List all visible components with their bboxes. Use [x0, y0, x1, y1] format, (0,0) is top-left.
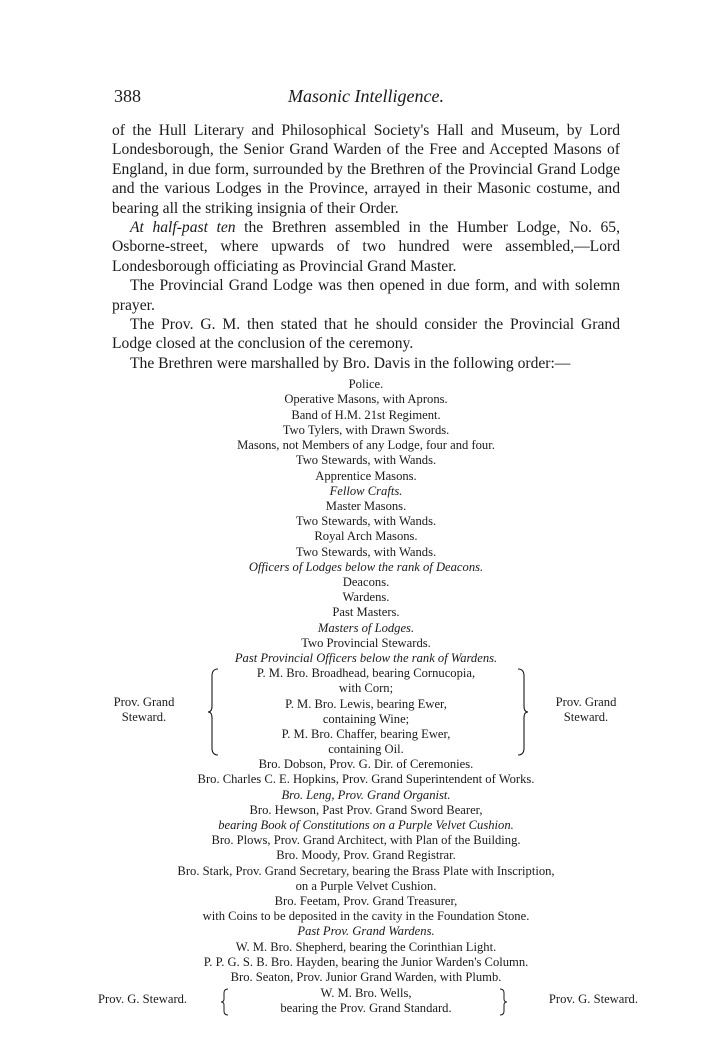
procession-line: Royal Arch Masons. — [314, 529, 418, 544]
procession-line: Operative Masons, with Aprons. — [284, 392, 448, 407]
procession-line: Two Provincial Stewards. — [301, 635, 431, 650]
procession-line: Masons, not Members of any Lodge, four and four. — [237, 438, 495, 453]
procession-line: Bro. Dobson, Prov. G. Dir. of Ceremonies. — [258, 757, 474, 772]
procession-line: Bro. Stark, Prov. Grand Secretary, bearing the Brass Plate with Inscription, — [177, 863, 555, 878]
procession-line: with Coins to be deposited in the cavity in the Foundation Stone. — [202, 909, 530, 924]
book-page — [98, 86, 638, 1018]
standard-bracket-group — [98, 986, 638, 1018]
procession-line: P. P. G. S. B. Bro. Hayden, bearing the Junior Warden's Column. — [203, 954, 529, 969]
procession-line: Past Provincial Officers below the rank of Wardens. — [234, 650, 498, 665]
procession-line: W. M. Bro. Shepherd, bearing the Corinthian Light. — [235, 939, 497, 954]
bracket-center-lines — [216, 666, 516, 757]
procession-line: P. M. Bro. Chaffer, bearing Ewer, — [281, 726, 451, 741]
procession-line: Master Masons. — [325, 498, 407, 513]
paragraph: of the Hull Literary and Philosophical Society's Hall and Museum, by Lord Londesborough, the Senior Grand Warden of the Free and Accepted Masons of England, in due form, surrounded by the Brethren of the Provincial Grand Lodge and the various Lodges in the Province, arrayed in their Masonic costume, and bearing all the striking insignia of their Order. — [112, 122, 620, 217]
procession-line: Bro. Moody, Prov. Grand Registrar. — [276, 848, 456, 863]
right-brace-icon — [516, 668, 528, 756]
procession-line: Two Stewards, with Wands. — [295, 514, 437, 529]
bracket-side-label: Prov. Grand Steward. — [113, 695, 175, 725]
paragraph-text: the Brethren assembled in the Humber Lodge, No. 65, Osborne-street, where upwards of two hundred were assembled,—Lord Londesborough officiating as Provincial Grand Master. — [112, 219, 620, 275]
procession-line: Two Tylers, with Drawn Swords. — [282, 422, 450, 437]
running-title: Masonic Intelligence. — [288, 86, 444, 106]
italic-phrase: At half-past ten — [130, 219, 236, 237]
bracket-side-label: Prov. G. Steward. — [548, 992, 638, 1007]
procession-line: Police. — [348, 377, 384, 392]
procession-line: Bro. Plows, Prov. Grand Architect, with Plan of the Building. — [211, 833, 521, 848]
paragraph: The Brethren were marshalled by Bro. Davis in the following order:— — [130, 354, 571, 372]
procession-line: Masters of Lodges. — [317, 620, 415, 635]
procession-line: P. M. Bro. Broadhead, bearing Cornucopia, — [256, 666, 476, 681]
procession-line: Deacons. — [342, 574, 390, 589]
bracket-center-lines — [232, 986, 500, 1016]
procession-line: Band of H.M. 21st Regiment. — [291, 407, 441, 422]
procession-line: containing Oil. — [328, 742, 404, 757]
procession-line: Bro. Feetam, Prov. Grand Treasurer, — [274, 893, 458, 908]
right-brace-icon — [498, 988, 508, 1016]
bracket-side-label: Prov. G. Steward. — [98, 992, 188, 1007]
paragraph — [112, 218, 620, 276]
procession-line: Fellow Crafts. — [329, 483, 403, 498]
procession-line: Past Prov. Grand Wardens. — [297, 924, 435, 939]
procession-line: containing Wine; — [322, 711, 410, 726]
procession-line: Bro. Leng, Prov. Grand Organist. — [281, 787, 451, 802]
procession-line: Past Masters. — [332, 605, 400, 620]
paragraph: The Prov. G. M. then stated that he should consider the Provincial Grand Lodge closed at the conclusion of the ceremony. — [112, 316, 620, 353]
left-brace-icon — [220, 988, 230, 1016]
procession-line: Officers of Lodges below the rank of Deacons. — [248, 559, 484, 574]
procession-line: P. M. Bro. Lewis, bearing Ewer, — [285, 696, 447, 711]
procession-line: Apprentice Masons. — [315, 468, 417, 483]
page-header — [112, 86, 620, 110]
stewards-bracket-group — [112, 666, 620, 757]
procession-line: with Corn; — [338, 681, 394, 696]
procession-line: Bro. Hewson, Past Prov. Grand Sword Bearer, — [249, 802, 483, 817]
bracket-side-label: Prov. Grand Steward. — [555, 695, 617, 725]
procession-line: on a Purple Velvet Cushion. — [295, 878, 437, 893]
procession-order — [98, 377, 638, 1018]
page-number: 388 — [114, 86, 141, 106]
article-body — [112, 121, 620, 373]
procession-line: W. M. Bro. Wells, — [320, 986, 412, 1001]
procession-line: bearing the Prov. Grand Standard. — [280, 1001, 452, 1016]
paragraph: The Provincial Grand Lodge was then opened in due form, and with solemn prayer. — [112, 277, 620, 314]
procession-line: Two Stewards, with Wands. — [295, 544, 437, 559]
procession-line: Wardens. — [342, 590, 390, 605]
procession-line: Bro. Seaton, Prov. Junior Grand Warden, with Plumb. — [230, 969, 502, 984]
procession-line: Bro. Charles C. E. Hopkins, Prov. Grand Superintendent of Works. — [197, 772, 535, 787]
procession-line: bearing Book of Constitutions on a Purple Velvet Cushion. — [218, 817, 514, 832]
procession-line: Two Stewards, with Wands. — [295, 453, 437, 468]
